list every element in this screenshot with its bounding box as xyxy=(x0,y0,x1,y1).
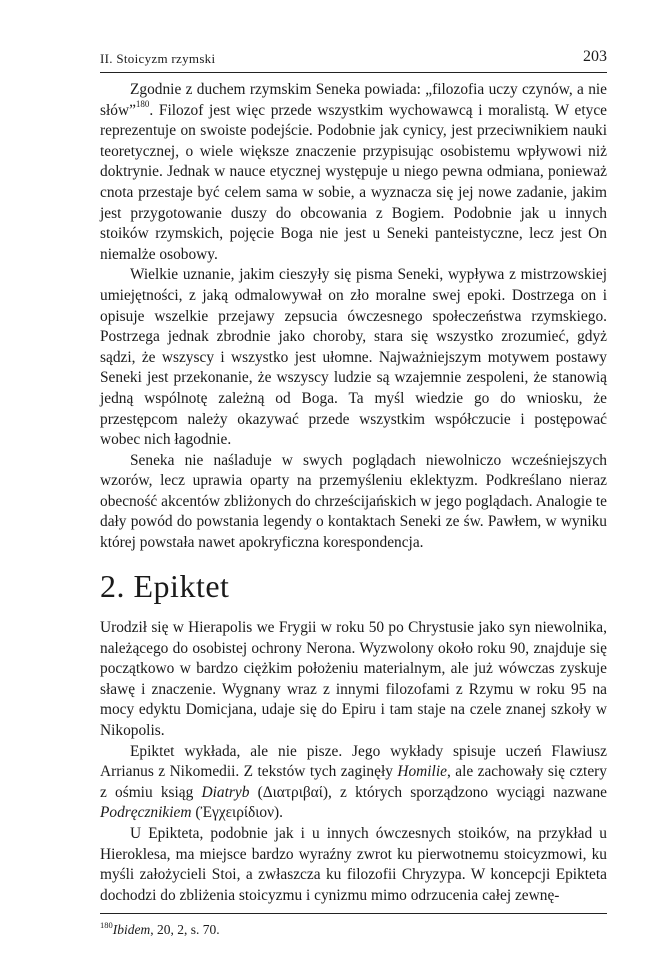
footnote xyxy=(100,919,220,938)
work-title: Podręcznikiem xyxy=(100,804,192,822)
footnote-text: , 20, 2, s. 70. xyxy=(150,922,220,937)
paragraph: Seneka nie naśladuje w swych poglądach niewolniczo wcześniejszych wzorów, lecz uprawia oparty na przemyśleniu eklektyzm. Podkreślano nieraz obecność akcentów zbliżonych do chrześcijańskich w jego poglądach. Analogie te dały powód do powstania legendy o kontaktach Seneki ze św. Pawłem, w wyniku której powstała nawet apokryficzna korespondencja. xyxy=(100,451,607,552)
paragraph-text: (Ἐγχειρίδιον). xyxy=(191,804,284,822)
paragraph: Wielkie uznanie, jakim cieszyły się pisma Seneki, wypływa z mistrzowskiej umiejętności, z jaką odmalowywał on zło moralne swej epoki. Dostrzega on i opisuje wszelkie przejawy zepsucia ówczesnego społeczeństwa rzymskiego. Postrzega jednak zbrodnie jako choroby, stara się wszystko zrozumieć, gdyż sądzi, że wszyscy i wszystko jest ułomne. Najważniejszym motywem postawy Seneki jest przekonanie, że wszyscy ludzie są wzajemnie zespoleni, że stanowią jedną wspólnotę zależną od Boga. Ta myśl wiedzie go do wniosku, że przestępcom należy okazywać przede wszystkim współczucie i postępować wobec nich łagodnie. xyxy=(100,266,607,449)
paragraph: Urodził się w Hierapolis we Frygii w roku 50 po Chrystusie jako syn niewolnika, należącego do osobistej ochrony Nerona. Wyzwolony około roku 90, znajduje się początkowo w bardzo ciężkim położeniu materialnym, ale już wówczas zyskuje sławę i znaczenie. Wygnany wraz z innymi filozofami z Rzymu w roku 95 na mocy edyktu Domicjana, udaje się do Epiru i tam staje na czele znanej szkoły w Nikopolis. xyxy=(100,619,607,739)
work-title: Homilie xyxy=(397,763,447,781)
running-header xyxy=(100,48,607,73)
paragraph-text: . Filozof jest więc przede wszystkim wychowawcą i moralistą. W etyce reprezentuje on swoiste podejście. Podobnie jak cynicy, jest przeciwnikiem nauki teoretycznej, o wiele większe znaczenie przypisując osobistemu wpływowi niż doktrynie. Jednak w nauce etycznej występuje u niego pewna odmiana, ponieważ cnota przestaje być celem sama w sobie, a wyznacza się jej nowe zadanie, jakim jest przygotowanie duszy do obcowania z Bogiem. Podobnie jak u innych stoików rzymskich, pojęcie Boga nie jest u Seneki panteistyczne, lecz jest On niemalże osobowy. xyxy=(100,101,607,263)
section-heading: 2. Epiktet xyxy=(100,568,230,604)
footnote-divider xyxy=(100,913,607,914)
work-title: Diatryb xyxy=(201,783,250,801)
paragraph-text: , ale zachowały się cztery z ośmiu ksiąg xyxy=(100,763,607,801)
paragraph-text: Zgodnie z duchem rzymskim Seneka powiada: „filozofia uczy czynów, a nie słów” xyxy=(100,81,607,119)
footnote-number: 180 xyxy=(100,919,113,930)
epictetus-text-block xyxy=(100,618,607,906)
seneca-text-block xyxy=(100,80,607,554)
page-number: 203 xyxy=(583,48,607,65)
paragraph: U Epikteta, podobnie jak i u innych ówczesnych stoików, na przykład u Hieroklesa, ma miejsce bardzo wyraźny zwrot ku pierwotnemu stoicyzmowi, ku myśli założycieli Stoi, a zwłaszcza ku filozofii Chryzypa. W koncepcji Epikteta dochodzi do zbliżenia stoicyzmu i cynizmu mimo odrzucenia całej zewnę- xyxy=(100,824,607,904)
footnote-source: Ibidem xyxy=(112,922,151,937)
footnote-ref[interactable]: 180 xyxy=(135,99,150,110)
paragraph xyxy=(100,80,607,265)
paragraph-text: (Διατριβαί), z których sporządzono wyciągi nazwane xyxy=(249,783,607,801)
paragraph xyxy=(100,742,607,824)
paragraph-text: Epiktet wykłada, ale nie pisze. Jego wykłady spisuje uczeń Flawiusz Arrianus z Nikomedii. Z tekstów tych zaginęły xyxy=(100,742,607,781)
chapter-title: II. Stoicyzm rzymski xyxy=(100,51,216,66)
